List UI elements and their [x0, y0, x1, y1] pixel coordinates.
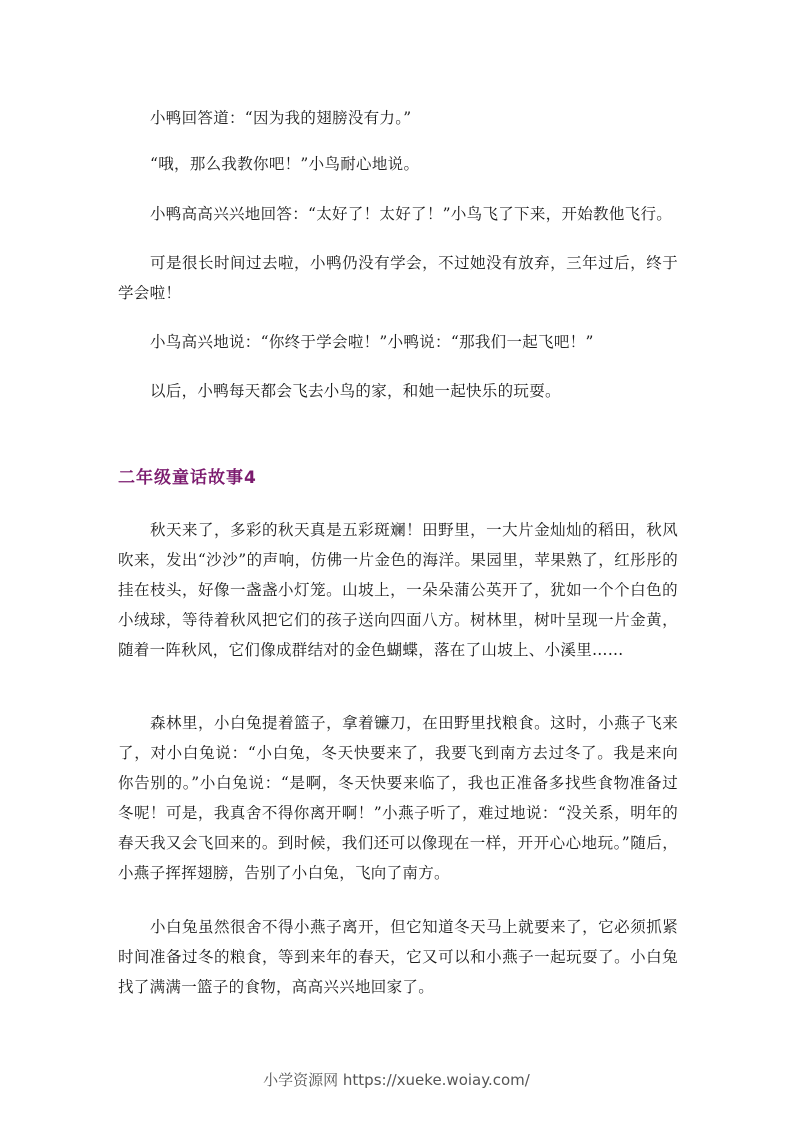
paragraph: 小鸭高高兴兴地回答：“太好了！太好了！”小鸟飞了下来，开始教他飞行。 — [150, 205, 673, 223]
footer-source-link: 小学资源网 https://xueke.woiay.com/ — [263, 1071, 530, 1089]
paragraph: 小鸟高兴地说：“你终于学会啦！”小鸭说：“那我们一起飞吧！” — [150, 333, 594, 351]
paragraph: 可是很长时间过去啦，小鸭仍没有学会，不过她没有放弃，三年过后，终于学会啦！ — [118, 254, 678, 302]
paragraph: 以后，小鸭每天都会飞去小鸟的家，和她一起快乐的玩耍。 — [150, 382, 561, 400]
section-heading: 二年级童话故事4 — [118, 468, 257, 488]
paragraph: “哦，那么我教你吧！”小鸟耐心地说。 — [150, 155, 420, 173]
paragraph: 秋天来了，多彩的秋天真是五彩斑斓！田野里，一大片金灿灿的稻田，秋风吹来，发出“沙沙”的声响，仿佛一片金色的海洋。果园里，苹果熟了，红彤彤的挂在枝头，好像一盏盏小灯笼。山坡上，一朵朵蒲公英开了，犹如一个个白色的小绒球，等待着秋风把它们的孩子送向四面八方。树林里，树叶呈现一片金黄，随着一阵秋风，它们像成群结对的金色蝴蝶，落在了山坡上、小溪里…… — [118, 521, 678, 659]
paragraph: 森林里，小白兔提着篮子，拿着镰刀，在田野里找粮食。这时，小燕子飞来了，对小白兔说：“小白兔，冬天快要来了，我要飞到南方去过冬了。我是来向你告别的。”小白兔说：“是啊，冬天快要来临了，我也正准备多找些食物准备过冬呢！可是，我真舍不得你离开啊！”小燕子听了，难过地说：“没关系，明年的春天我又会飞回来的。到时候，我们还可以像现在一样，开开心心地玩。”随后，小燕子挥挥翅膀，告别了小白兔，飞向了南方。 — [118, 714, 678, 882]
paragraph: 小白兔虽然很舍不得小燕子离开，但它知道冬天马上就要来了，它必须抓紧时间准备过冬的粮食，等到来年的春天，它又可以和小燕子一起玩耍了。小白兔找了满满一篮子的食物，高高兴兴地回家了。 — [118, 918, 678, 996]
paragraph: 小鸭回答道：“因为我的翅膀没有力。” — [150, 109, 412, 127]
